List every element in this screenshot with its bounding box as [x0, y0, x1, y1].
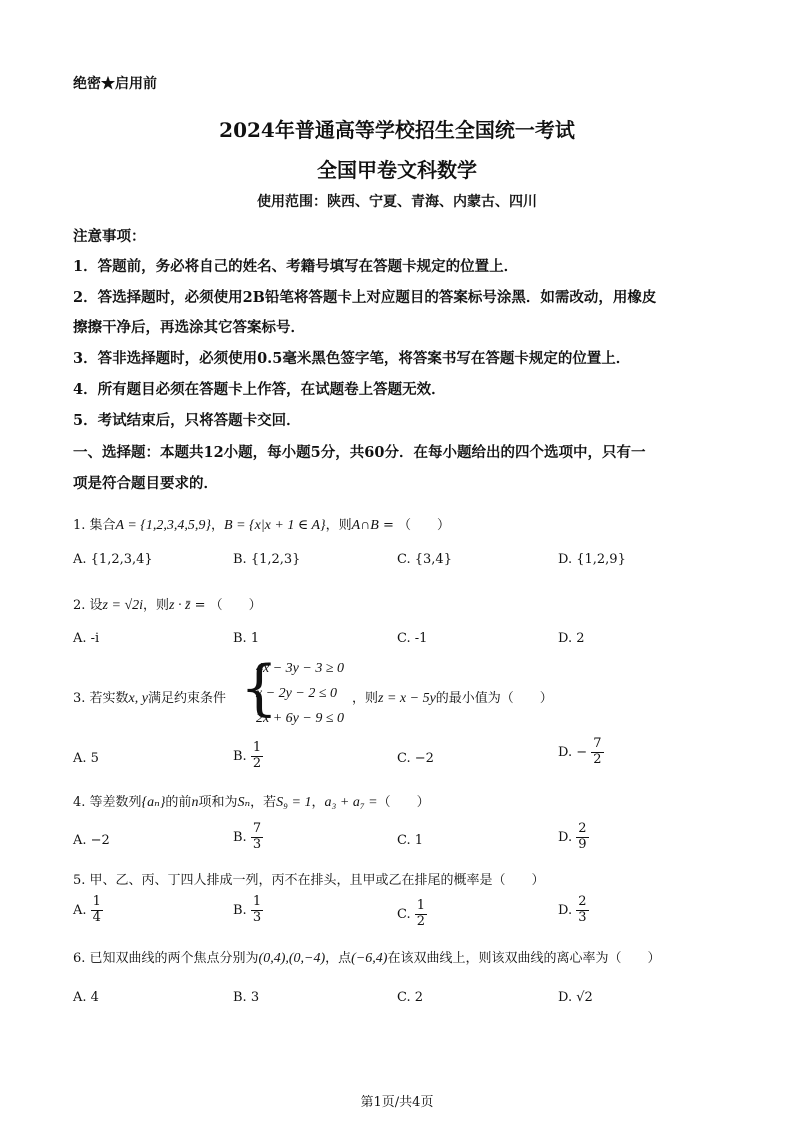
question-6: 6. 已知双曲线的两个焦点分别为(0,4),(0,−4)，点(−6,4)在该双曲线上，则该双曲线的离心率为（ ）	[73, 951, 661, 966]
q6-point: (−6,4)	[351, 951, 388, 966]
fraction: $\frac{7}{2}$	[593, 736, 602, 767]
q3-ask-pre: ，则	[352, 691, 379, 706]
q2-prefix: 2. 设	[73, 598, 103, 613]
q2-suffix: = （ ）	[190, 598, 262, 613]
q2-option-d: D. 2	[558, 631, 585, 646]
q6-option-a: A. 4	[73, 990, 99, 1005]
q2-mid: ，则	[143, 598, 170, 613]
q3-option-d: D. − $\frac{7}{2}$	[558, 736, 602, 767]
q3-option-c: C. −2	[397, 751, 434, 766]
exam-subtitle: 全国甲卷文科数学	[317, 158, 477, 182]
q1-ask-post: = （ ）	[378, 518, 451, 533]
usage-scope: 使用范围：陕西、宁夏、青海、内蒙古、四川	[257, 194, 537, 210]
q2-option-b: B. 1	[233, 631, 260, 646]
confidential-label: 绝密★启用前	[73, 76, 157, 92]
page-footer: 第1页/共4页	[360, 1095, 434, 1110]
system-brace: {	[240, 653, 279, 723]
q5-option-c: C. $\frac{1}{2}$	[397, 898, 426, 929]
q4-option-c: C. 1	[397, 833, 424, 848]
q3-ask-post: 的最小值为（ ）	[435, 691, 553, 706]
q6-option-b: B. 3	[233, 990, 260, 1005]
fraction: $\frac{2}{9}$	[578, 821, 587, 852]
note-5: 5．考试结束后，只将答题卡交回．	[73, 412, 301, 429]
q1-set-b: B = {x|x + 1 ∈ A}	[224, 518, 326, 533]
q1-prefix: 1. 集合	[73, 518, 116, 533]
q5-option-b: B. $\frac{1}{3}$	[233, 894, 262, 925]
q4-sequence: {aₙ}	[141, 795, 166, 810]
q1-option-a: A. {1,2,3,4}	[73, 552, 153, 567]
fraction: $\frac{7}{3}$	[252, 821, 262, 852]
question-4: 4. 等差数列{aₙ}的前n项和为Sₙ，若S₉ = 1，a₃ + a₇ =（ ）	[73, 795, 430, 810]
q4-option-b: B. $\frac{7}{3}$	[233, 821, 262, 852]
q4-option-a: A. −2	[73, 833, 110, 848]
question-2	[73, 594, 262, 614]
question-3-lead	[73, 687, 226, 707]
q2-expr2: z · z̄	[169, 598, 191, 613]
q6-foci: (0,4),(0,−4)	[258, 951, 326, 966]
q1-ask-pre: ，则	[325, 518, 352, 533]
q3-option-a: A. 5	[73, 751, 99, 766]
q1-set-a: A = {1,2,3,4,5,9}	[115, 518, 211, 533]
q4-option-d: D. $\frac{2}{9}$	[558, 821, 587, 852]
q1-option-c: C. {3,4}	[397, 552, 452, 567]
q3-prefix: 3. 若实数	[73, 691, 129, 706]
q1-option-d: D. {1,2,9}	[558, 552, 626, 567]
question-3-ask	[352, 687, 553, 707]
note-3: 3．答非选择题时，必须使用0.5毫米黑色签字笔，将答案书写在答题卡规定的位置上．	[73, 350, 631, 367]
q1-option-b: B. {1,2,3}	[233, 552, 301, 567]
fraction: $\frac{1}{2}$	[252, 740, 262, 771]
exam-title: 2024年普通高等学校招生全国统一考试	[219, 118, 575, 142]
q2-option-a: A. -i	[73, 631, 100, 646]
question-5: 5. 甲、乙、丙、丁四人排成一列，丙不在排头，且甲或乙在排尾的概率是（ ）	[73, 873, 545, 888]
fraction: $\frac{2}{3}$	[578, 894, 587, 925]
q3-mid: 满足约束条件	[147, 691, 226, 706]
fraction: $\frac{1}{3}$	[252, 894, 262, 925]
q3-constraint-2: x − 2y − 2 ≤ 0	[256, 686, 338, 701]
note-2-cont: 擦擦干净后，再选涂其它答案标号．	[73, 319, 305, 336]
section-heading-cont: 项是符合题目要求的．	[73, 475, 218, 492]
q3-ask-expr: z = x − 5y	[378, 691, 436, 706]
q2-option-c: C. -1	[397, 631, 428, 646]
note-1: 1．答题前，务必将自己的姓名、考籍号填写在答题卡规定的位置上．	[73, 258, 519, 275]
note-4: 4．所有题目必须在答题卡上作答，在试题卷上答题无效．	[73, 381, 446, 398]
q2-expr: z = √2i	[102, 598, 144, 613]
fraction: $\frac{1}{4}$	[92, 894, 101, 925]
q5-option-d: D. $\frac{2}{3}$	[558, 894, 587, 925]
question-1	[73, 514, 450, 534]
section-heading: 一、选择题：本题共12小题，每小题5分，共60分．在每小题给出的四个选项中，只有一	[73, 444, 646, 461]
q3-constraint-3: 2x + 6y − 9 ≤ 0	[256, 711, 345, 726]
q3-vars: x, y	[128, 691, 148, 706]
q6-option-d: D. √2	[558, 990, 593, 1005]
q3-constraint-1: 4x − 3y − 3 ≥ 0	[256, 661, 345, 676]
q3-option-b: B. $\frac{1}{2}$	[233, 740, 262, 771]
q1-comma: ，	[211, 518, 225, 533]
notes-heading: 注意事项：	[73, 228, 146, 245]
note-2: 2．答选择题时，必须使用2B铅笔将答题卡上对应题目的答案标号涂黑．如需改动，用橡皮	[73, 289, 657, 306]
q6-option-c: C. 2	[397, 990, 424, 1005]
fraction: $\frac{1}{2}$	[416, 898, 426, 929]
q5-option-a: A. $\frac{1}{4}$	[73, 894, 101, 925]
q1-ask-expr: A∩B	[351, 518, 379, 533]
